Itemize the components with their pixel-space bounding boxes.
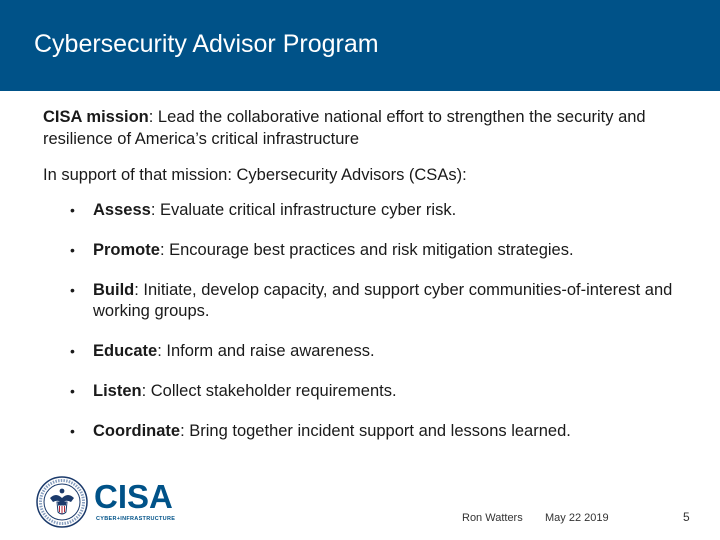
bullet-dot: • [70, 423, 75, 439]
bullet-text: : Encourage best practices and risk mitigation strategies. [159, 241, 574, 259]
bullet-item-educate [43, 341, 673, 362]
bullet-text: : Inform and raise awareness. [157, 342, 375, 360]
bullet-text: : Initiate, develop capacity, and support cyber communities-of-interest and working groups. [93, 281, 673, 320]
bullet-text: : Bring together incident support and lessons learned. [180, 422, 571, 440]
slide-title: Cybersecurity Advisor Program [34, 30, 379, 58]
cisa-logo-text: CISA [94, 478, 173, 515]
bullet-term: Promote [93, 241, 160, 259]
cisa-logo-subtitle: CYBER+INFRASTRUCTURE [96, 516, 176, 522]
presentation-date: May 22 2019 [545, 512, 609, 524]
bullet-item-listen [43, 381, 673, 402]
intro-line: In support of that mission: Cybersecurity Advisors (CSAs): [43, 166, 467, 184]
bullet-dot: • [70, 343, 75, 359]
bullet-term: Listen [93, 382, 142, 400]
bullet-text: : Evaluate critical infrastructure cyber risk. [150, 201, 457, 219]
bullet-term: Coordinate [93, 422, 181, 440]
bullet-term: Assess [93, 201, 151, 219]
title-bar [0, 0, 720, 91]
bullet-dot: • [70, 202, 75, 218]
page-number: 5 [683, 510, 690, 524]
mission-label: CISA mission [43, 108, 149, 126]
bullet-item-assess [43, 200, 673, 221]
bullet-item-coordinate [43, 421, 673, 442]
mission-statement [43, 106, 683, 150]
bullet-dot: • [70, 383, 75, 399]
bullet-item-promote [43, 240, 673, 261]
bullet-dot: • [70, 242, 75, 258]
slide-body [43, 106, 683, 461]
bullet-term: Build [93, 281, 135, 299]
bullet-item-build [43, 280, 673, 322]
bullet-list [43, 200, 683, 442]
bullet-term: Educate [93, 342, 158, 360]
mission-text: : Lead the collaborative national effort to strengthen the security and resilience of America’s critical infrastructure [43, 108, 646, 148]
bullet-text: : Collect stakeholder requirements. [141, 382, 397, 400]
presenter-name: Ron Watters [462, 512, 523, 524]
dhs-seal-icon [36, 476, 88, 528]
bullet-dot: • [70, 282, 75, 298]
